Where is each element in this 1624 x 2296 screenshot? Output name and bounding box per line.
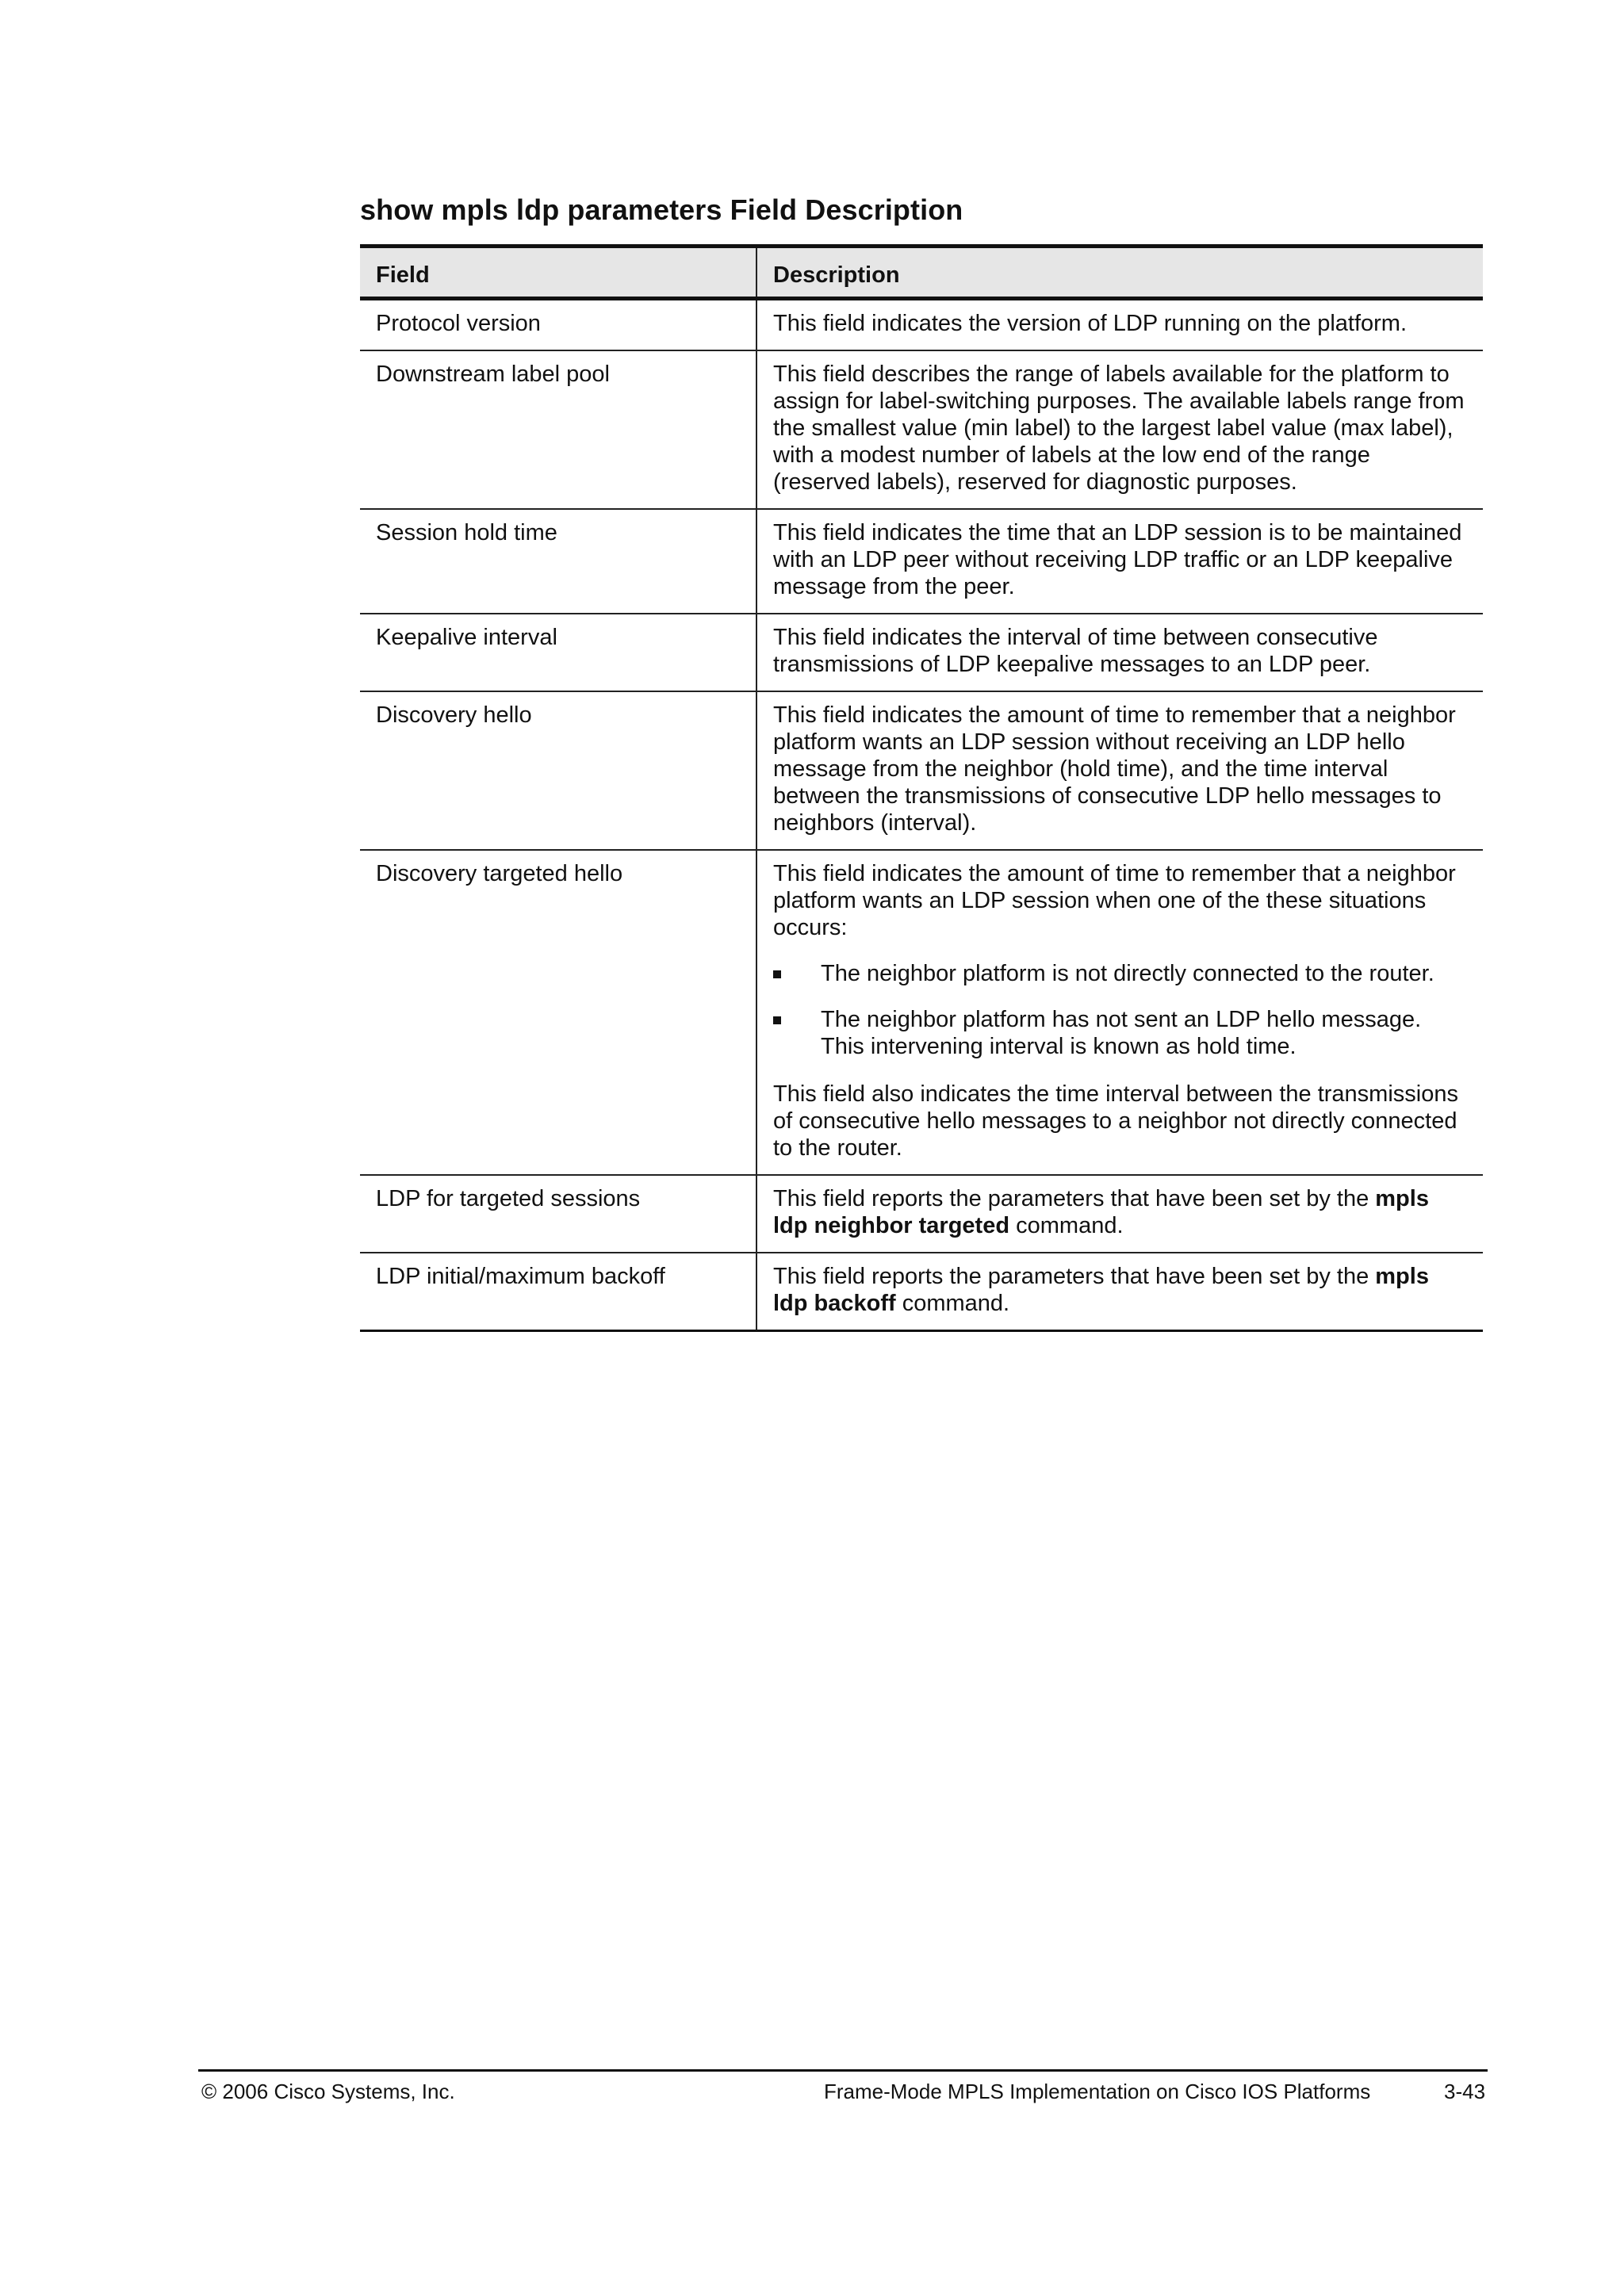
table-row [360, 1253, 1483, 1331]
footer-copyright: © 2006 Cisco Systems, Inc. [201, 2080, 455, 2103]
command-name: mpls ldp neighbor targeted [773, 1186, 1429, 1238]
square-bullet-icon [773, 970, 781, 978]
description-text: This field indicates the amount of time to remember that a neighbor platform wants an LDP session without receiving an LDP hello message from the neighbor (hold time), and the time interval between the transmissions of consecutive LDP hello messages to neighbors (interval). [773, 702, 1456, 836]
row-description [756, 614, 1483, 691]
row-field: LDP for targeted sessions [360, 1175, 756, 1253]
table-header-row [360, 247, 1483, 299]
row-field: Session hold time [360, 509, 756, 614]
description-intro: This field indicates the amount of time to remember that a neighbor platform wants an LDP session when one of the these situations occurs: [773, 861, 1456, 940]
row-description [756, 691, 1483, 850]
table-title: show mpls ldp parameters Field Description [360, 193, 963, 226]
description-text: This field indicates the version of LDP running on the platform. [773, 311, 1408, 336]
footer-book-title: Frame-Mode MPLS Implementation on Cisco IOS Platforms [824, 2080, 1371, 2103]
row-field: Keepalive interval [360, 614, 756, 691]
row-description [756, 509, 1483, 614]
row-description [756, 850, 1483, 1175]
description-text: This field describes the range of labels available for the platform to assign for label-switching purposes. The available labels range from the smallest value (min label) to the largest label value (max label), with a modest number of labels at the low end of the range (reserved labels), reserved for diagnostic purposes. [773, 362, 1465, 495]
list-item-text: The neighbor platform has not sent an LDP hello message. This intervening interval is known as hold time. [821, 1007, 1422, 1059]
row-field: Downstream label pool [360, 350, 756, 509]
row-description [756, 350, 1483, 509]
description-text [773, 1185, 1469, 1239]
row-field: LDP initial/maximum backoff [360, 1253, 756, 1331]
description-suffix: command. [1009, 1213, 1124, 1238]
command-name: mpls ldp backoff [773, 1264, 1429, 1316]
table-row [360, 691, 1483, 850]
row-description [756, 1175, 1483, 1253]
field-description-table [360, 244, 1483, 1332]
footer-page-number: 3-43 [1444, 2080, 1486, 2103]
table-row [360, 299, 1483, 351]
description-text: This field indicates the interval of time between consecutive transmissions of LDP keepalive messages to an LDP peer. [773, 625, 1378, 677]
table-row [360, 509, 1483, 614]
list-item [773, 960, 1469, 987]
description-text [773, 1263, 1469, 1317]
row-field: Discovery targeted hello [360, 850, 756, 1175]
square-bullet-icon [773, 1016, 781, 1024]
list-item-text: The neighbor platform is not directly connected to the router. [821, 961, 1434, 986]
description-text: This field indicates the time that an LDP session is to be maintained with an LDP peer without receiving LDP traffic or an LDP keepalive message from the peer. [773, 520, 1462, 599]
table-row [360, 1175, 1483, 1253]
description-suffix: command. [895, 1291, 1010, 1316]
description-prefix: This field reports the parameters that have been set by the [773, 1264, 1376, 1289]
table-row [360, 850, 1483, 1175]
table-row [360, 614, 1483, 691]
header-description: Description [756, 247, 1483, 299]
row-description [756, 299, 1483, 351]
row-field: Discovery hello [360, 691, 756, 850]
list-item [773, 1006, 1469, 1060]
description-prefix: This field reports the parameters that have been set by the [773, 1186, 1376, 1211]
footer-divider [198, 2069, 1488, 2072]
row-description [756, 1253, 1483, 1331]
description-outro: This field also indicates the time interval between the transmissions of consecutive hello messages to a neighbor not directly connected to the router. [773, 1081, 1458, 1161]
header-field: Field [360, 247, 756, 299]
situation-list [773, 960, 1469, 1060]
table-row [360, 350, 1483, 509]
row-field: Protocol version [360, 299, 756, 351]
